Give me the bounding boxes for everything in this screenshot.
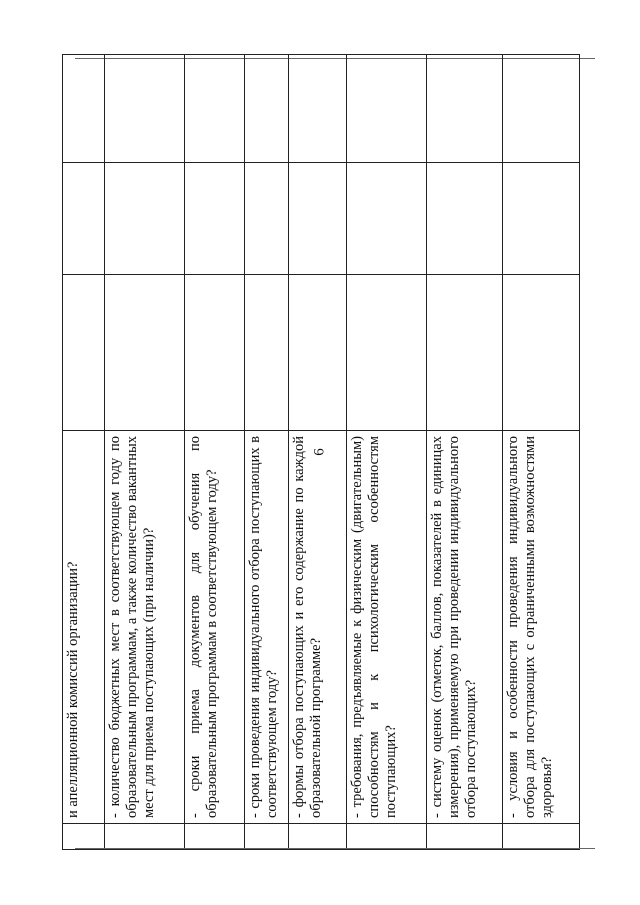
empty-cell: [346, 54, 426, 162]
empty-cell: [346, 162, 426, 274]
empty-cell: [104, 54, 184, 162]
empty-cell: [502, 162, 579, 274]
row-number-cell: [104, 823, 184, 849]
empty-cell: [184, 54, 244, 162]
criterion-cell: - сроки приема документов для обучения по образовательным программам в соответствующем году?: [184, 430, 244, 823]
criterion-cell: - требования, предъявляемые к физическим (двигательным) способностям и к психологическим особенностям поступающих?: [346, 430, 426, 823]
table-row: [244, 54, 288, 849]
empty-cell: [288, 162, 346, 274]
table-row: [62, 54, 104, 849]
empty-cell: [104, 162, 184, 274]
table-row: [502, 54, 579, 849]
empty-cell: [288, 274, 346, 430]
row-number-cell: [502, 823, 579, 849]
criterion-cell: - сроки проведения индивидуального отбора поступающих в соответствующем году?: [244, 430, 288, 823]
empty-cell: [184, 162, 244, 274]
criterion-cell: - количество бюджетных мест в соответствующем году по образовательным программам, а также количество вакантных мест для приема поступающих (при наличии)?: [104, 430, 184, 823]
empty-cell: [346, 274, 426, 430]
empty-cell: [502, 54, 579, 162]
empty-cell: [184, 274, 244, 430]
empty-cell: [426, 274, 502, 430]
page-bottom-edge: [75, 848, 595, 849]
empty-cell: [62, 54, 104, 162]
table-row: [426, 54, 502, 849]
empty-cell: [244, 162, 288, 274]
empty-cell: [62, 162, 104, 274]
empty-cell: [502, 274, 579, 430]
empty-cell: [244, 54, 288, 162]
empty-cell: [104, 274, 184, 430]
row-number-cell: [426, 823, 502, 849]
criterion-cell: - систему оценок (отметок, баллов, показателей в единицах измерения), применяемую при проведении индивидуального отбора поступающих?: [426, 430, 502, 823]
row-number-cell: [244, 823, 288, 849]
row-number-cell: [62, 823, 104, 849]
row-number-cell: [288, 823, 346, 849]
table-row: [288, 54, 346, 849]
criteria-table: [62, 55, 579, 850]
table-row: [104, 54, 184, 849]
criterion-cell: и апелляционной комиссий организации?: [62, 430, 104, 823]
criterion-cell: - условия и особенности проведения индивидуального отбора для поступающих с ограниченными возможностями здоровья?: [502, 430, 579, 823]
row-number-cell: [184, 823, 244, 849]
empty-cell: [62, 274, 104, 430]
page-number: 6: [311, 448, 328, 456]
table-row: [346, 54, 426, 849]
table-row: [184, 54, 244, 849]
empty-cell: [288, 54, 346, 162]
row-number-cell: [346, 823, 426, 849]
empty-cell: [426, 54, 502, 162]
criterion-cell: - формы отбора поступающих и его содержание по каждой образовательной программе?: [288, 430, 346, 823]
empty-cell: [244, 274, 288, 430]
empty-cell: [426, 162, 502, 274]
